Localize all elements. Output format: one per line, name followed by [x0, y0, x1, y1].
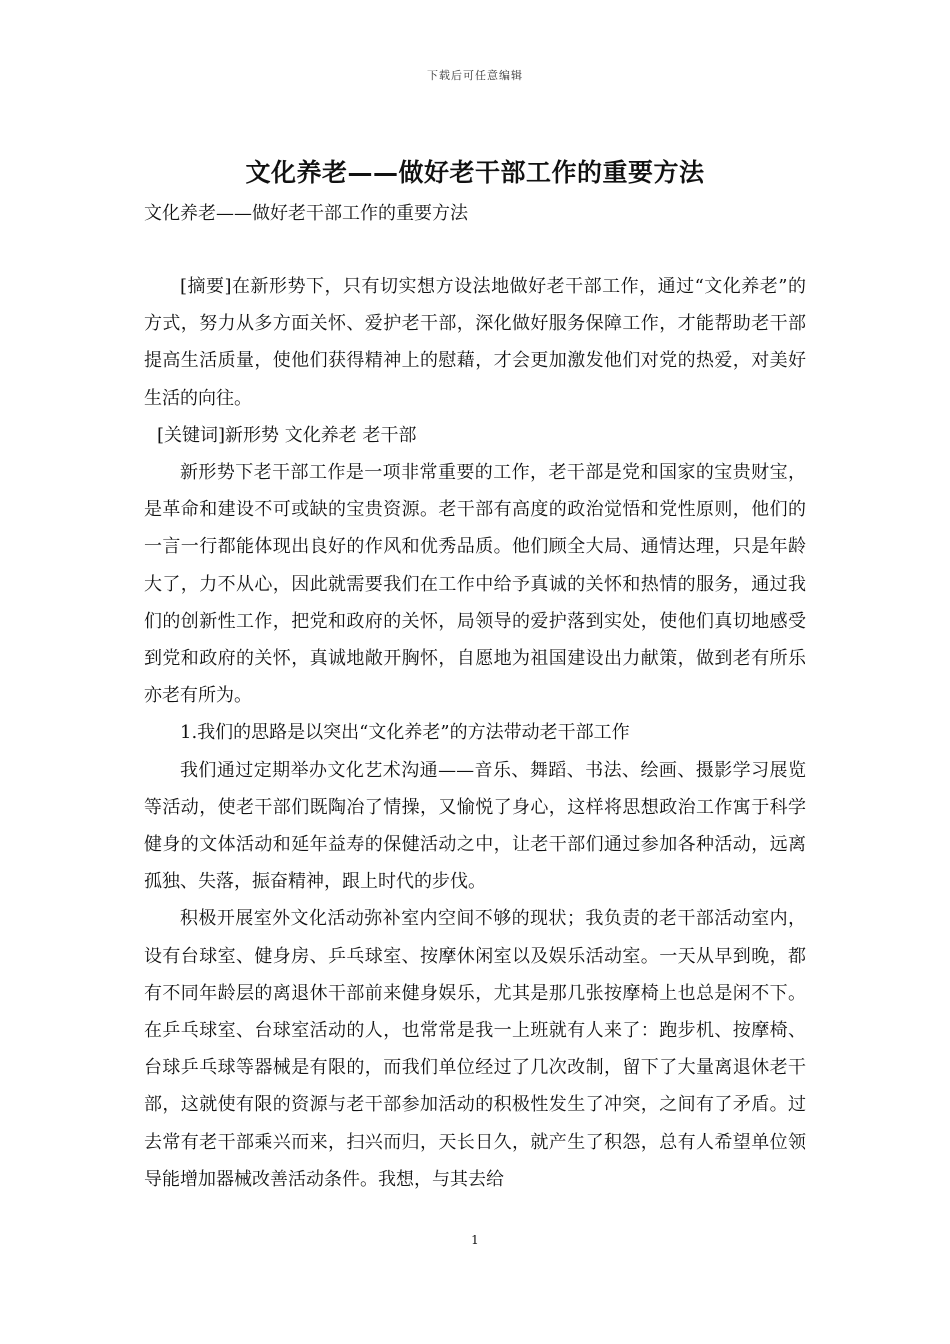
- section-1-paragraph-1: 我们通过定期举办文化艺术沟通——音乐、舞蹈、书法、绘画、摄影学习展览等活动，使老干部们既陶冶了情操，又愉悦了身心，这样将思想政治工作寓于科学健身的文体活动和延年益寿的保健活动之中，让老干部们通过参加各种活动，远离孤独、失落，振奋精神，跟上时代的步伐。: [144, 759, 806, 893]
- abstract-paragraph: [摘要]在新形势下，只有切实想方设法地做好老干部工作，通过“文化养老”的方式，努力从多方面关怀、爱护老干部，深化做好服务保障工作，才能帮助老干部提高生活质量，使他们获得精神上的慰藉，才会更加激发他们对党的热爱，对美好生活的向往。: [144, 276, 806, 409]
- section-1-heading: 1.我们的思路是以突出“文化养老”的方法带动老干部工作: [180, 722, 630, 744]
- keywords-paragraph: [关键词]新形势 文化养老 老干部: [157, 424, 417, 446]
- header-note: 下载后可任意编辑: [427, 69, 523, 82]
- document-subtitle: 文化养老——做好老干部工作的重要方法: [144, 203, 468, 224]
- intro-paragraph: 新形势下老干部工作是一项非常重要的工作，老干部是党和国家的宝贵财宝，是革命和建设不可或缺的宝贵资源。老干部有高度的政治觉悟和党性原则，他们的一言一行都能体现出良好的作风和优秀品质。他们顾全大局、通情达理，只是年龄大了，力不从心，因此就需要我们在工作中给予真诚的关怀和热情的服务，通过我们的创新性工作，把党和政府的关怀，局领导的爱护落到实处，使他们真切地感受到党和政府的关怀，真诚地敞开胸怀，自愿地为祖国建设出力献策，做到老有所乐亦老有所为。: [144, 462, 806, 707]
- section-1-paragraph-2: 积极开展室外文化活动弥补室内空间不够的现状；我负责的老干部活动室内，设有台球室、健身房、乒乓球室、按摩休闲室以及娱乐活动室。一天从早到晚，都有不同年龄层的离退休干部前来健身娱乐，尤其是那几张按摩椅上也总是闲不下。在乒乓球室、台球室活动的人，也常常是我一上班就有人来了：跑步机、按摩椅、台球乒乓球等器械是有限的，而我们单位经过了几次改制，留下了大量离退休老干部，这就使有限的资源与老干部参加活动的积极性发生了冲突，之间有了矛盾。过去常有老干部乘兴而来，扫兴而归，天长日久，就产生了积怨，总有人希望单位领导能增加器械改善活动条件。我想，与其去给: [144, 908, 806, 1190]
- document-title: 文化养老——做好老干部工作的重要方法: [245, 158, 705, 187]
- document-body: [144, 268, 806, 1198]
- page-number: 1: [471, 1233, 479, 1247]
